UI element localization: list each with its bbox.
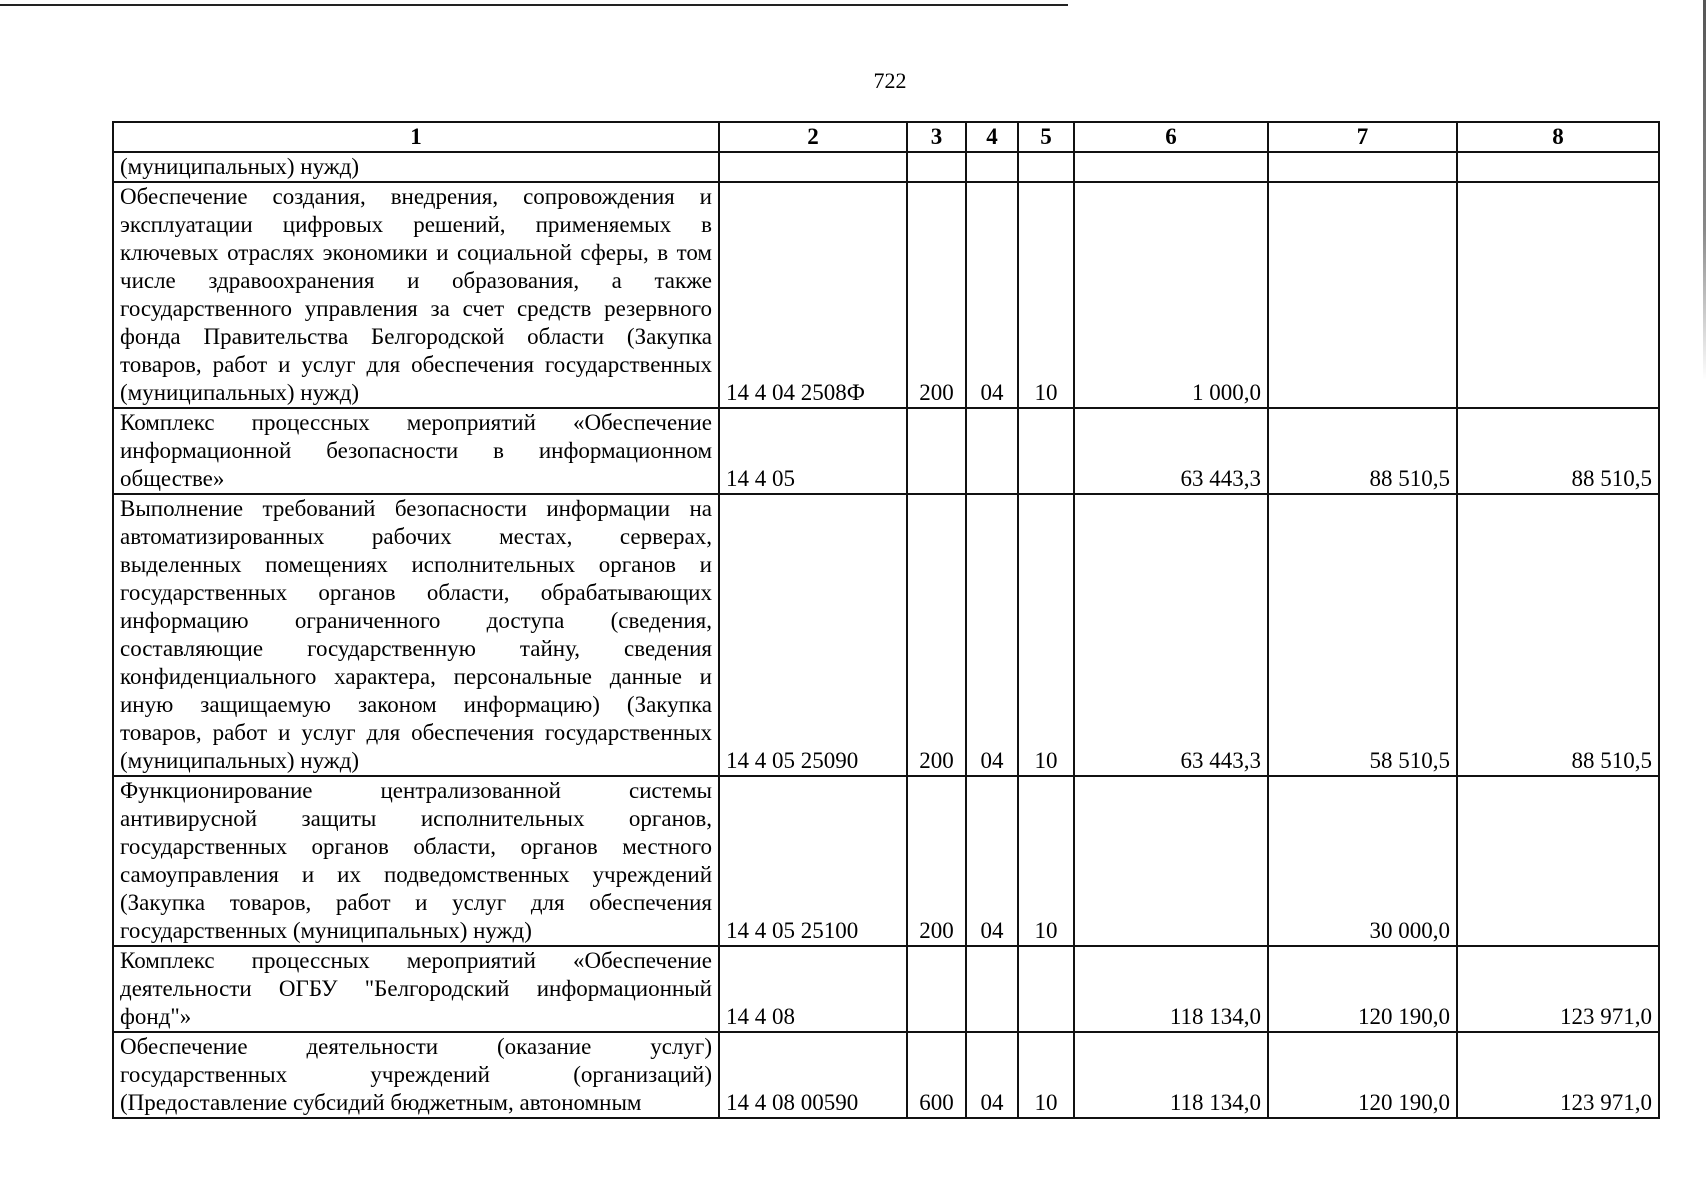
expense-type: 200 [907,494,966,776]
amount-col-8: 123 971,0 [1457,1032,1659,1118]
column-header: 6 [1074,122,1268,152]
column-header: 4 [966,122,1018,152]
amount-col-8 [1457,182,1659,408]
expense-type: 200 [907,776,966,946]
item-name: Комплекс процессных мероприятий «Обеспечение деятельности ОГБУ "Белгородский информационный фонд"» [113,946,719,1032]
item-name: (муниципальных) нужд) [113,152,719,182]
table-row [113,776,1659,946]
table-row [113,494,1659,776]
table-row [113,946,1659,1032]
expense-type [907,946,966,1032]
amount-col-8: 88 510,5 [1457,408,1659,494]
section: 04 [966,1032,1018,1118]
amount-col-6: 118 134,0 [1074,946,1268,1032]
amount-col-7 [1268,152,1457,182]
subsection [1018,946,1074,1032]
classification-code: 14 4 08 00590 [719,1032,907,1118]
expense-type: 200 [907,182,966,408]
section [966,946,1018,1032]
amount-col-8 [1457,152,1659,182]
amount-col-6: 118 134,0 [1074,1032,1268,1118]
amount-col-6 [1074,776,1268,946]
amount-col-6: 1 000,0 [1074,182,1268,408]
classification-code: 14 4 04 2508Ф [719,182,907,408]
expense-type [907,408,966,494]
column-header: 8 [1457,122,1659,152]
amount-col-7: 120 190,0 [1268,946,1457,1032]
amount-col-7 [1268,182,1457,408]
subsection: 10 [1018,1032,1074,1118]
item-name: Выполнение требований безопасности информации на автоматизированных рабочих местах, серверах, выделенных помещениях исполнительных органов и государственных органов области, обрабатывающих информацию ограниченного доступа (сведения, составляющие государственную тайну, сведения конфиденциального характера, персональные данные и иную защищаемую законом информацию) (Закупка товаров, работ и услуг для обеспечения государственных (муниципальных) нужд) [113,494,719,776]
budget-table [112,121,1660,1119]
item-name: Обеспечение создания, внедрения, сопровождения и эксплуатации цифровых решений, применяемых в ключевых отраслях экономики и социальной сферы, в том числе здравоохранения и образования, а также государственного управления за счет средств резервного фонда Правительства Белгородской области (Закупка товаров, работ и услуг для обеспечения государственных (муниципальных) нужд) [113,182,719,408]
classification-code: 14 4 05 25100 [719,776,907,946]
expense-type: 600 [907,1032,966,1118]
section [966,152,1018,182]
subsection: 10 [1018,494,1074,776]
subsection: 10 [1018,776,1074,946]
column-header: 3 [907,122,966,152]
scan-edge-line [0,4,1068,6]
item-name: Обеспечение деятельности (оказание услуг) государственных учреждений (организаций) (Предоставление субсидий бюджетным, автономным [113,1032,719,1118]
column-header: 5 [1018,122,1074,152]
subsection [1018,152,1074,182]
table-row [113,1032,1659,1118]
classification-code: 14 4 05 [719,408,907,494]
subsection: 10 [1018,182,1074,408]
subsection [1018,408,1074,494]
table-header-row [113,122,1659,152]
classification-code [719,152,907,182]
table-row [113,182,1659,408]
amount-col-8 [1457,776,1659,946]
amount-col-6: 63 443,3 [1074,408,1268,494]
section: 04 [966,776,1018,946]
amount-col-7: 88 510,5 [1268,408,1457,494]
page-number: 722 [873,68,907,93]
amount-col-7: 58 510,5 [1268,494,1457,776]
amount-col-8: 123 971,0 [1457,946,1659,1032]
expense-type [907,152,966,182]
section: 04 [966,182,1018,408]
column-header: 7 [1268,122,1457,152]
table-row [113,408,1659,494]
amount-col-8: 88 510,5 [1457,494,1659,776]
section: 04 [966,494,1018,776]
scan-edge-shadow [1703,0,1706,380]
item-name: Комплекс процессных мероприятий «Обеспечение информационной безопасности в информационном обществе» [113,408,719,494]
column-header: 2 [719,122,907,152]
column-header: 1 [113,122,719,152]
classification-code: 14 4 08 [719,946,907,1032]
amount-col-7: 30 000,0 [1268,776,1457,946]
classification-code: 14 4 05 25090 [719,494,907,776]
amount-col-7: 120 190,0 [1268,1032,1457,1118]
item-name: Функционирование централизованной системы антивирусной защиты исполнительных органов, государственных органов области, органов местного самоуправления и их подведомственных учреждений (Закупка товаров, работ и услуг для обеспечения государственных (муниципальных) нужд) [113,776,719,946]
amount-col-6: 63 443,3 [1074,494,1268,776]
amount-col-6 [1074,152,1268,182]
table-row [113,152,1659,182]
section [966,408,1018,494]
